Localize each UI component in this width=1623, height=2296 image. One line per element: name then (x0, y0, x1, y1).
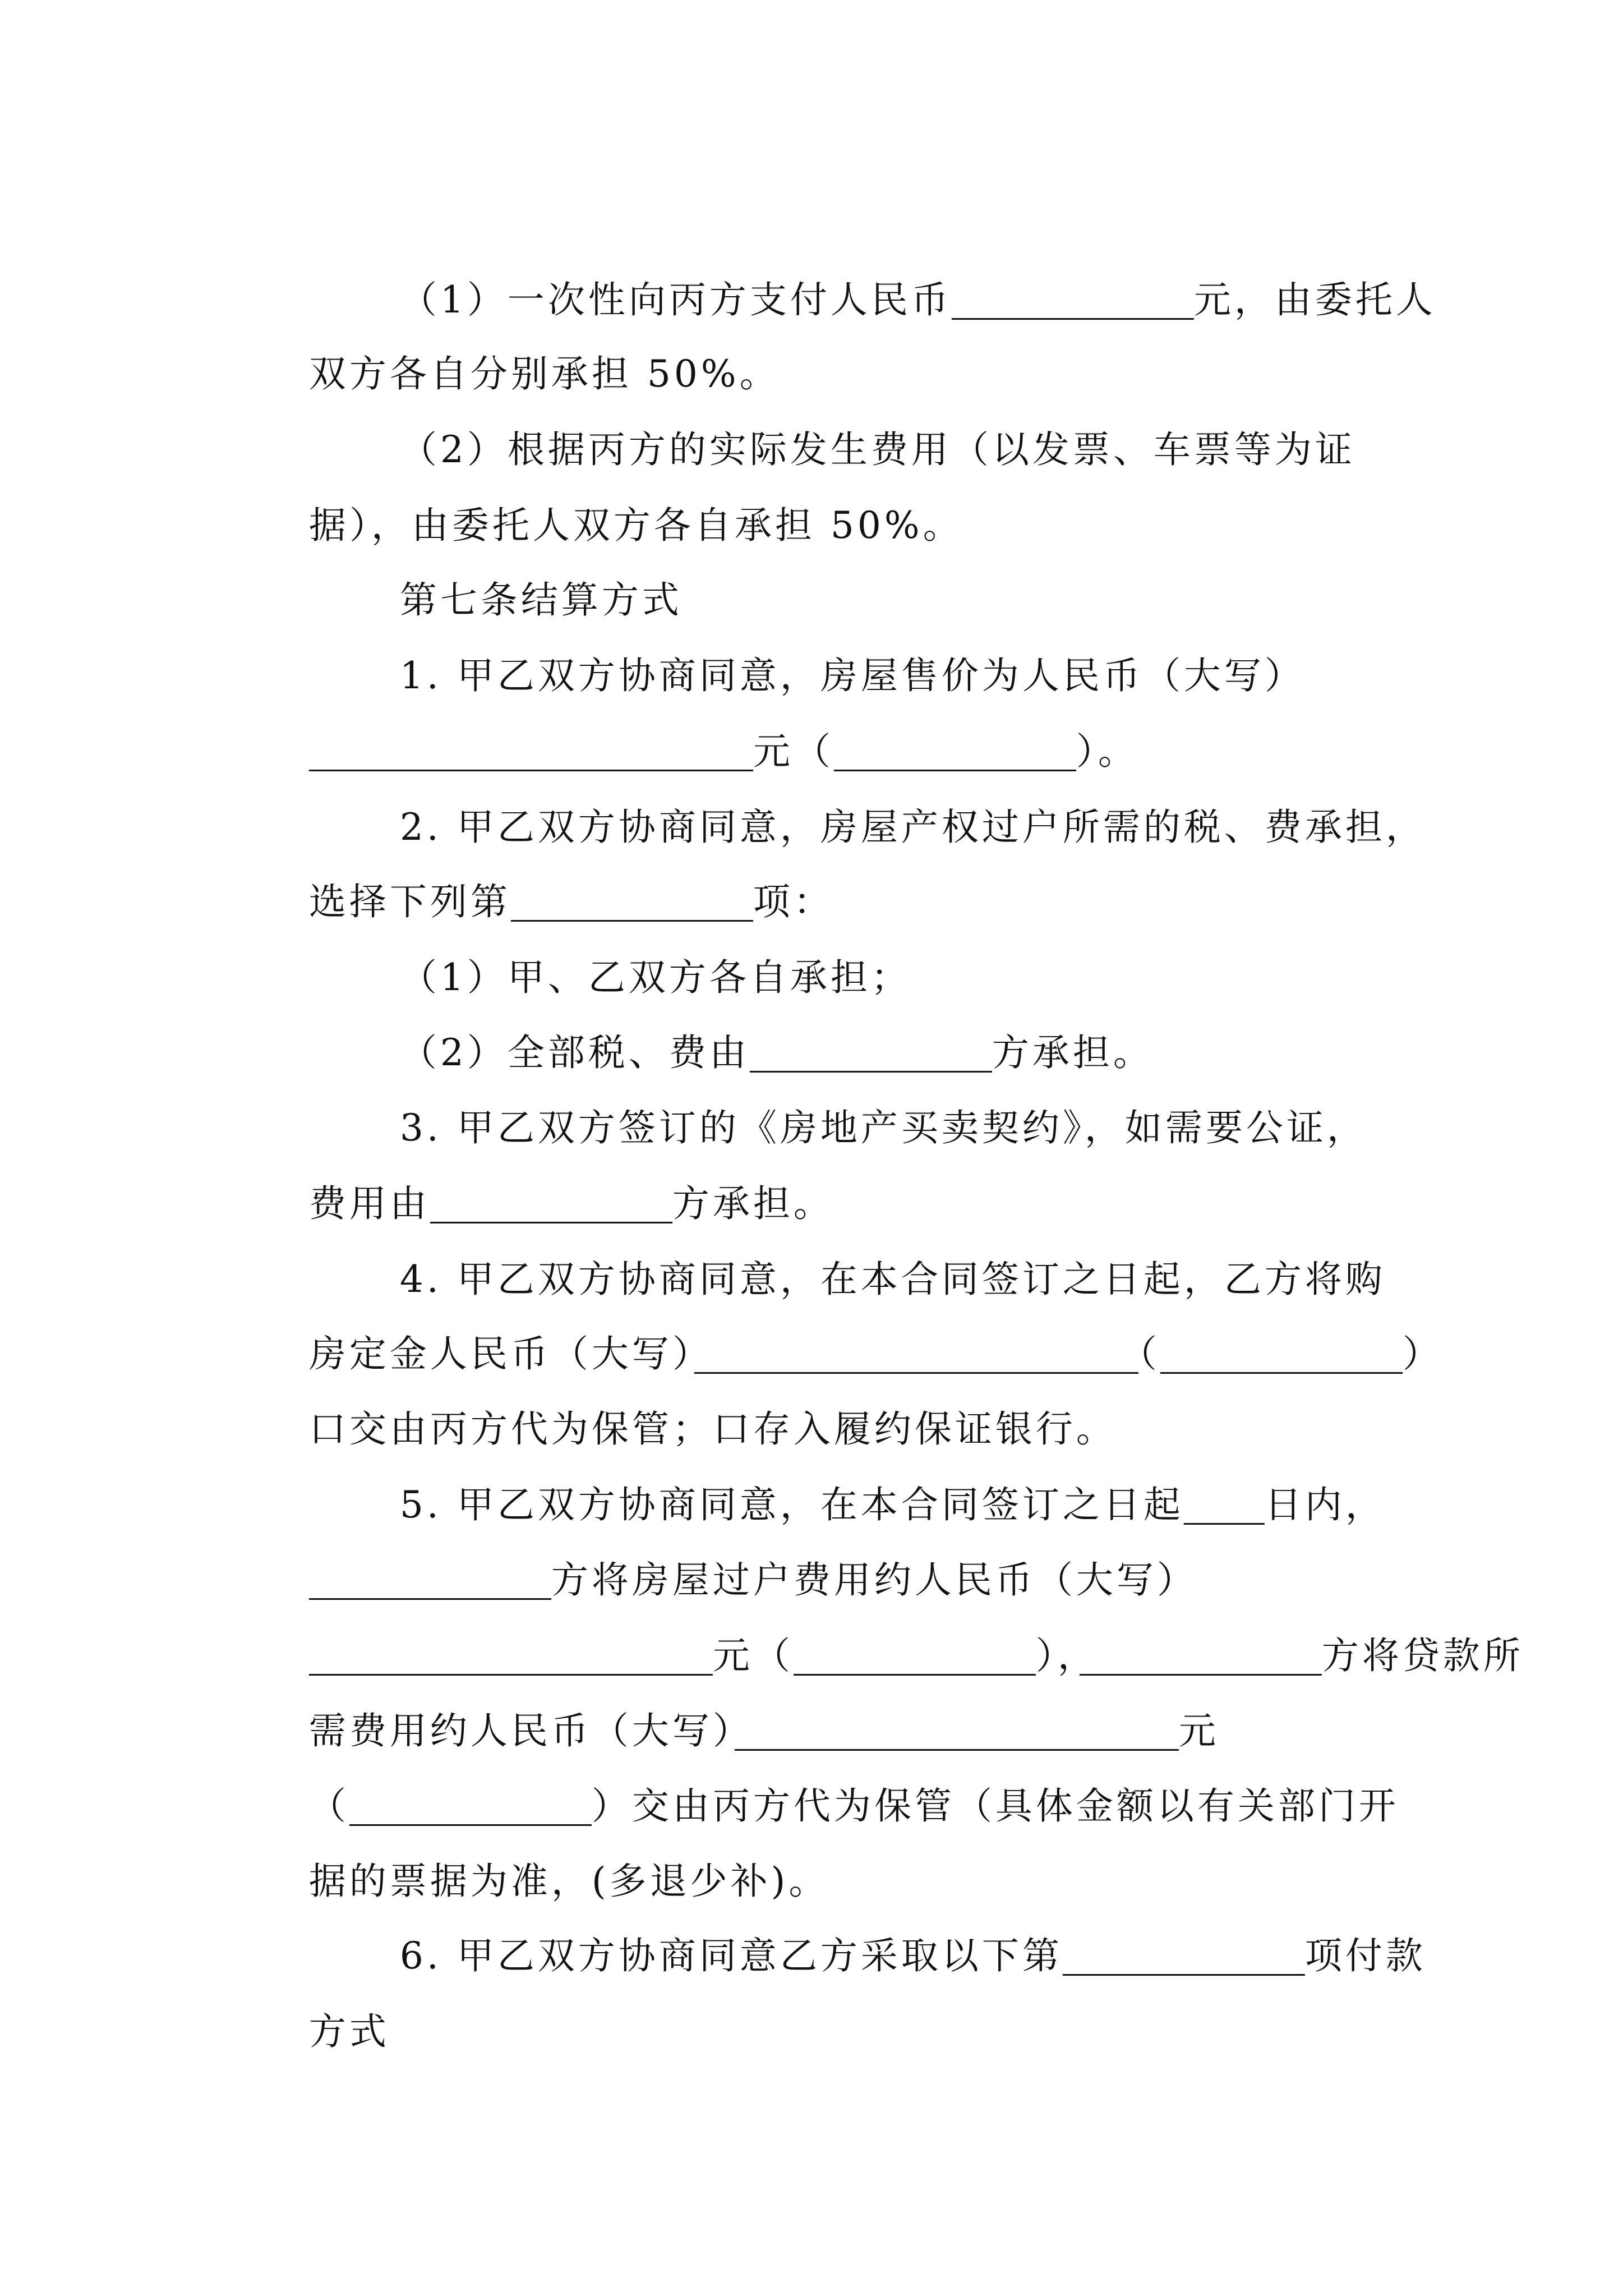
text: 选择下列第 (308, 880, 511, 923)
text: 方将贷款所 (1321, 1634, 1524, 1677)
text: 4. 甲乙双方协商同意，在本合同签订之日起，乙方将购 (399, 1258, 1386, 1301)
text: 项付款 (1304, 1934, 1426, 1977)
text: 口交由丙方代为保管；口存入履约保证银行。 (308, 1407, 1117, 1451)
text: （1）甲、乙双方各自承担； (399, 956, 911, 999)
text: ）。 (1076, 730, 1138, 773)
text: 方式 (308, 2010, 390, 2053)
text: ）交由丙方代为保管（具体金额以有关部门开 (591, 1784, 1399, 1828)
text: 第七条结算方式 (399, 578, 683, 622)
text: 元 (1178, 1709, 1219, 1752)
text: 项： (753, 880, 834, 923)
text: 元（ (753, 730, 834, 773)
blank-field (1160, 1332, 1403, 1375)
text: ） (1402, 1332, 1443, 1375)
doc-line (339, 1872, 1426, 2040)
text: ）， (1035, 1634, 1080, 1677)
text: 方承担。 (992, 1031, 1154, 1074)
text: 5. 甲乙双方协商同意，在本合同签订之日起 (399, 1483, 1184, 1526)
text: 双方各自分别承担 50%。 (308, 352, 780, 395)
text: 2. 甲乙双方协商同意，房屋产权过户所需的税、费承担， (399, 806, 1426, 849)
text: 据的票据为准，(多退少补)。 (308, 1860, 829, 1903)
text: 日内， (1264, 1483, 1386, 1526)
text: 需费用约人民币（大写） (308, 1709, 735, 1752)
text: （1）一次性向丙方支付人民币 (399, 278, 952, 321)
text: 元（ (712, 1634, 794, 1677)
blank-field (1063, 1934, 1305, 1977)
text: 3. 甲乙双方签订的《房地产买卖契约》，如需要公证， (399, 1106, 1367, 1149)
text: 据），由委托人双方各自承担 50%。 (308, 504, 963, 547)
text: 方承担。 (672, 1182, 834, 1225)
doc-line (248, 1948, 390, 2116)
text: （ (1138, 1332, 1160, 1375)
text: （2）全部税、费由 (399, 1031, 750, 1074)
text: 6. 甲乙双方协商同意乙方采取以下第 (399, 1934, 1063, 1977)
text: 方将房屋过户费用约人民币（大写） (551, 1558, 1197, 1602)
text: （2）根据丙方的实际发生费用（以发票、车票等为证 (399, 428, 1355, 471)
text: （ (308, 1784, 349, 1828)
text: 1. 甲乙双方协商同意，房屋售价为人民币（大写） (399, 654, 1305, 697)
text: 费用由 (308, 1182, 430, 1225)
blank-field (952, 278, 1194, 321)
text: 元，由委托人 (1193, 278, 1436, 321)
text: 房定金人民币（大写） (308, 1332, 694, 1375)
